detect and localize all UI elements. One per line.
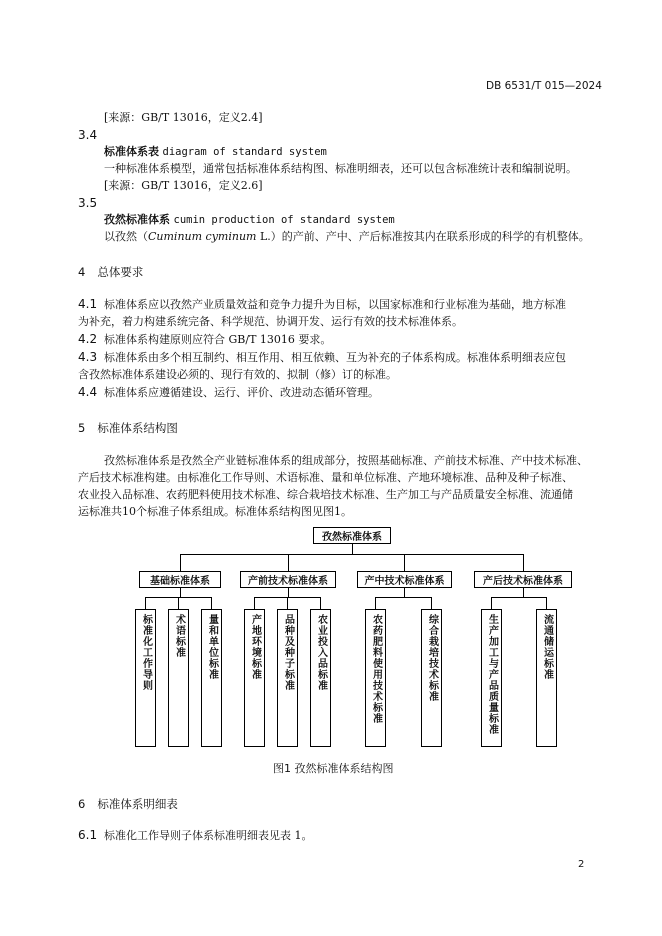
- term-en: diagram of standard system: [162, 146, 327, 158]
- definition-suffix: L.）的产前、产中、产后标准按其内在联系形成的科学的有机整体。: [256, 230, 590, 243]
- paragraph-5-line3: 农业投入品标准、农药肥料使用技术标准、综合栽培技术标准、生产加工与产品质量安全标准、流通储: [78, 488, 573, 501]
- clause-number-3-5: 3.5: [78, 196, 98, 210]
- definition-3-4: 一种标准体系模型，通常包括标准体系结构图、标准明细表，还可以包含标准统计表和编制说明。: [104, 162, 577, 175]
- term-cn: 标准体系表: [104, 145, 159, 158]
- paragraph-5-line2: 产后技术标准构建。由标准化工作导则、术语标准、量和单位标准、产地环境标准、品种及种子标准、: [78, 471, 573, 484]
- section-title: 标准体系明细表: [97, 797, 178, 811]
- section-title: 标准体系结构图: [97, 421, 178, 435]
- term-cn: 孜然标准体系: [104, 213, 170, 226]
- term-3-4: [104, 145, 327, 159]
- section-number: 6: [78, 797, 86, 811]
- group-node-post-production: 产后技术标准体系: [474, 571, 572, 588]
- leaf-node-pesticide-fertilizer: 农药肥料使用技术标准: [365, 609, 386, 747]
- leaf-node-terminology: 术语标准: [168, 609, 189, 747]
- paragraph-5-line4: 运标准共10个标准子体系组成。标准体系结构图见图1。: [78, 505, 352, 518]
- leaf-node-standardization-guide: 标准化工作导则: [135, 609, 156, 747]
- term-3-5: [104, 213, 395, 227]
- section-heading-5: [78, 420, 178, 436]
- clause-text-4-2: 标准体系构建原则应符合 GB/T 13016 要求。: [104, 333, 332, 346]
- clause-number-6-1: 6.1: [78, 828, 98, 842]
- clause-text-4-4: 标准体系应遵循建设、运行、评价、改进动态循环管理。: [104, 386, 379, 399]
- root-node: 孜然标准体系: [313, 527, 391, 544]
- figure-caption: 图1 孜然标准体系结构图: [273, 762, 394, 775]
- clause-text-4-3-line2: 含孜然标准体系建设必须的、现行有效的、拟制（修）订的标准。: [78, 368, 397, 381]
- definition-prefix: 以孜然（: [104, 230, 148, 243]
- definition-3-5: [104, 230, 590, 244]
- clause-number-4-2: 4.2: [78, 332, 98, 346]
- source-citation-2-4: [来源：GB/T 13016，定义2.4]: [104, 111, 263, 124]
- section-number: 5: [78, 421, 86, 435]
- group-node-basic: 基础标准体系: [139, 571, 221, 588]
- clause-text-4-1-line1: 标准体系应以孜然产业质量效益和竞争力提升为目标，以国家标准和行业标准为基础，地方标准: [104, 298, 566, 311]
- term-en: cumin production of standard system: [173, 214, 395, 226]
- group-node-mid-production: 产中技术标准体系: [357, 571, 452, 588]
- clause-text-4-1-line2: 为补充，着力构建系统完备、科学规范、协调开发、运行有效的技术标准体系。: [78, 315, 463, 328]
- clause-text-4-3-line1: 标准体系由多个相互制约、相互作用、相互依赖、互为补充的子体系构成。标准体系明细表应包: [104, 351, 566, 364]
- document-code: DB 6531/T 015—2024: [486, 80, 602, 92]
- leaf-node-cultivation: 综合栽培技术标准: [421, 609, 442, 747]
- leaf-node-processing-quality: 生产加工与产品质量标准: [481, 609, 502, 747]
- leaf-node-quantities-units: 量和单位标准: [201, 609, 222, 747]
- clause-number-3-4: 3.4: [78, 128, 98, 142]
- paragraph-5-line1: 孜然标准体系是孜然全产业链标准体系的组成部分，按照基础标准、产前技术标准、产中技术标准、: [104, 454, 588, 467]
- group-node-pre-production: 产前技术标准体系: [240, 571, 336, 588]
- clause-number-4-1: 4.1: [78, 297, 98, 311]
- leaf-node-circulation-storage: 流通储运标准: [536, 609, 557, 747]
- section-heading-4: [78, 264, 143, 280]
- source-citation-3-4: [来源：GB/T 13016，定义2.6]: [104, 179, 263, 192]
- clause-number-4-3: 4.3: [78, 350, 98, 364]
- leaf-node-variety-seed: 品种及种子标准: [277, 609, 298, 747]
- leaf-node-origin-environment: 产地环境标准: [244, 609, 265, 747]
- page-number: 2: [578, 859, 585, 870]
- section-heading-6: [78, 796, 178, 812]
- clause-number-4-4: 4.4: [78, 385, 98, 399]
- section-number: 4: [78, 265, 86, 279]
- latin-name: Cuminum cyminum: [148, 230, 257, 243]
- leaf-node-agricultural-inputs: 农业投入品标准: [310, 609, 331, 747]
- clause-text-6-1: 标准化工作导则子体系标准明细表见表 1。: [104, 829, 313, 842]
- section-title: 总体要求: [97, 265, 144, 279]
